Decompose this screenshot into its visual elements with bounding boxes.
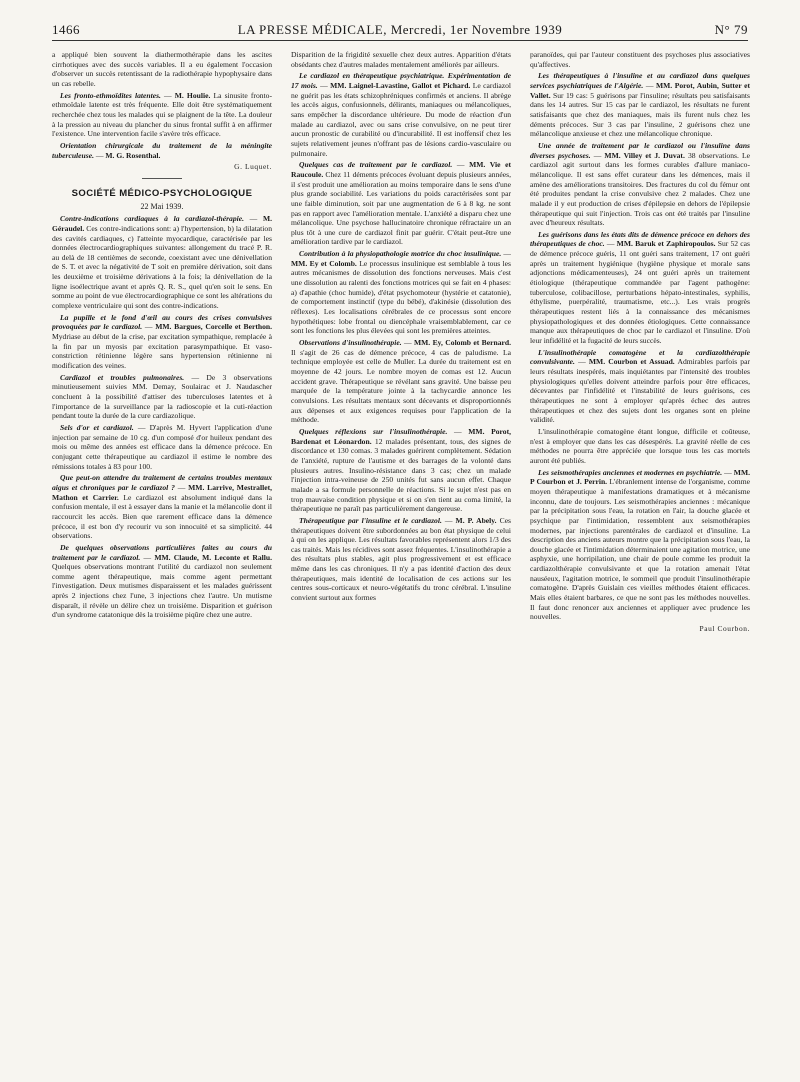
abstract-title: Observations d'insulinothérapie.: [299, 338, 402, 348]
abstract-body: Mydriase au début de la crise, par excitation sympathique, remplacée à la fin par un myosis par excitation parasympathique. Et vaso-constriction rétinienne légère sans hypertension rétinienne ni modification des veines.: [52, 332, 272, 371]
abstract-author: MM. Claude, M. Leconte et Rallu.: [154, 552, 272, 562]
abstract-title: De quelques observations particulières faites au cours du traitement par le cardiazol.: [52, 542, 272, 562]
paragraph: paranoïdes, qui par l'auteur constituent des psychoses plus associatives qu'affectives.: [530, 50, 750, 69]
abstract-author: MM. Courbon et Assuad.: [588, 357, 675, 367]
abstract: Quelques réflexions sur l'insulinothérapie. — MM. Porot, Bardenat et Léonardon. 12 malades présentant, tous, des signes de discordance et 130 comas. 3 malades guérirent complètement. Sédation de l'anxiété, rupture de l'autisme et des barrages de la volonté dans plusieurs autres. Insulino-résistance dans 3 cas; chez un malade l'injection intra-veineuse de 250 unités fut sans aucun effet. Chaque malade a sa formule personnelle de réactions. Si le sujet n'est pas en trop mauvaise condition physique et si on s'en tient au coma limité, la thérapeutique ne paraît pas particulièrement dangereuse.: [291, 426, 511, 514]
abstract: Une année de traitement par le cardiazol ou l'insuline dans diverses psychoses. — MM. Villey et J. Duvat. 38 observations. Le cardiazol agit surtout dans les formes curables d'allure maniaco-mélancolique. Il est sans effet curateur dans les démences, mais il amène des améliorations transitoires. Des fractures du col du fémur ont été produites pendant la crise convulsive chez 2 malades. Chez une malade il y eut production de crises d'épilepsie en dehors de l'épilepsie thérapeutique qui suit l'injection. Trois cas ont été traités par l'insuline avec d'heureux résultats.: [530, 140, 750, 228]
abstract-body: La sinusite fronto-ethmoïdale latente est très fréquente. Elle doit être systématiquement recherchée chez tous les malades qui se plaignent de la tête. La douleur à la pression au niveau du plancher du sinus frontal suffit à en affirmer l'existence. Une intervention facile s'avère très efficace.: [52, 90, 272, 139]
abstract-title: Une année de traitement par le cardiazol ou l'insuline dans diverses psychoses.: [530, 140, 750, 160]
abstract-body: Sur 52 cas de démence précoce guéris, 11 ont guéri sans traitement, 17 ont guéri après un traitement hygiénique (hygiène physique et morale sans adjonctions médicamenteuses), 24 ont guéri après un traitement étiologique (thérapeutique commandée par l'agent pathogène: tuberculose, colibacillose, perturbations hépato-intestinales, syphilis, éthylisme, puerpéralité, traumatisme, etc...). Les vrais progrès thérapeutiques restent liés à la connaissance des mécanismes physiopathologiques et des données étiologiques. Cette connaissance manque aux thérapeutiques de choc par le cardiazol et l'insuline. D'où leur infidélité et la fugacité de leurs succès.: [530, 239, 750, 346]
abstract-author: MM. Larrive, Mestrallet, Mathon et Carrier.: [52, 482, 272, 502]
abstract-body: 12 malades présentant, tous, des signes de discordance et 130 comas. 3 malades guérirent complètement. Sédation de l'anxiété, rupture de l'autisme et des barrages de la volonté dans plusieurs autres. Insulino-résistance dans 3 cas; chez un malade l'injection intra-veineuse de 250 unités fut sans aucun effet. Chaque malade a sa formule personnelle de réactions. Si le sujet n'est pas en trop mauvaise condition physique et si on s'en tient au coma limité, la thérapeutique ne paraît pas particulièrement dangereuse.: [291, 436, 511, 514]
abstract-body: Quelques observations montrant l'utilité du cardiazol non seulement comme agent thérapeutique, mais comme agent permettant l'investigation. Deux mutismes disparaissent et les malades guérissent après 2 injections chez l'une, 3 injections chez l'autre. Un mutisme disparaît, il révèle un délire chez un troisième. Disparition et guérison d'un syndrome catatonique dès la troisième piqûre chez une autre.: [52, 562, 272, 620]
abstract-title: Que peut-on attendre du traitement de certains troubles mentaux aigus et chroniques par le cardiazol ?: [52, 473, 272, 492]
paragraph: L'insulinothérapie comatogène étant longue, difficile et coûteuse, n'est à employer que dans les cas désespérés. La gravité réelle de ces méthodes ne pourra être appréciée que lorsque tous les cas mortels auront été publiés.: [530, 426, 750, 465]
abstract-body: De 3 observations minutieusement suivies MM. Demay, Soulairac et J. Naudascher concluent à la possibilité d'attiser des tuberculoses latentes et à l'importance de la surveillance par la radioscopie et la cuti-réaction pendant toute la durée de la cure cardiazolique.: [52, 372, 272, 421]
column-3: [530, 50, 750, 1072]
issue-number: N° 79: [714, 22, 748, 37]
paragraph: Disparition de la frigidité sexuelle chez deux autres. Apparition d'états obsédants chez d'autres malades mentalement améliorés par ailleurs.: [291, 50, 511, 69]
abstract-title: Quelques cas de traitement par le cardiazol.: [299, 160, 453, 170]
abstract-author: MM. Ey et Colomb.: [291, 258, 357, 268]
abstract-title: Le cardiazol en thérapeutique psychiatrique. Expérimentation de 17 mois.: [291, 71, 511, 90]
section-date: 22 Mai 1939.: [140, 201, 184, 211]
abstract-body: Chez 11 déments précoces évoluant depuis plusieurs années, il s'est produit une amélioration au moins temporaire dans le sens d'une plus grande sociabilité. Les variations du poids caractérisées sont par une faible diminution, soit par une augmentation de 6 à 8 kg. ne sont pas en rapport avec l'amélioration mentale. L'anxiété a disparu chez une mélancolique. Une psychose hallucinatoire chronique réfractaire un an plus tôt à une cure de cardiazol finit par guérir. C'était peut-être une amélioration tardive par le cardiazol.: [291, 169, 511, 247]
abstract-title: Orientation chirurgicale du traitement de la méningite tuberculeuse.: [52, 140, 272, 160]
abstract-title: Contre-indications cardiaques à la cardiazol-thérapie.: [60, 214, 245, 224]
abstract: Que peut-on attendre du traitement de certains troubles mentaux aigus et chroniques par le cardiazol ? — MM. Larrive, Mestrallet, Mathon et Carrier. Le cardiazol est absolument indiqué dans la confusion mentale, il est à essayer dans la manie et la mélancolie dont il raccourcit les accès. Bien que rarement efficace dans la démence précoce, il est bon d'y recourir vu son innocuité et sa simplicité. 44 observations.: [52, 473, 272, 541]
abstract-author: MM. Vie et Raucoule.: [291, 160, 511, 179]
abstract-author: M. G. Rosenthal.: [105, 150, 161, 160]
abstract-author: MM. Bargues, Corcelle et Berthon.: [155, 322, 272, 332]
abstract-author: MM. Porot, Aubin, Sutter et Vallet.: [530, 80, 750, 100]
page-number: 1466: [52, 22, 80, 37]
abstract-body: L'ébranlement intense de l'organisme, comme moyen thérapeutique à manifestations dramatiques et à mécanisme inconnu, date de toujours. Les seismothérapies anciennes : mécanique par la précipitation sous l'eau, la rotation en l'air, la douche glacée et psychique par l'intimidation, ressemblent aux seismothérapies modernes, par injections parentérales de cardiazol et d'insuline. La description des anciens auteurs montre que la précipitation sous l'eau, la douche glacée et l'intimidation déterminaient une agitation motrice, une asphyxie, une horripilation, une chair de poule comme les produit la cardiazolthérapie convulsivante et que la rotation amenait l'état nauséeux, l'agitation motrice, le sommeil que produit l'insulinothérapie comatogène. D'après Guislain ces vieilles méthodes étaient efficaces. Mais elles étaient barbares, ce que ne sont pas les méthodes nouvelles. Il faut donc renoncer aux anciennes et appliquer avec prudence les nouvelles.: [530, 477, 750, 622]
abstract-author: MM. Baruk et Zaphiropoulos.: [616, 239, 716, 249]
abstract-title: Contribution à la physiopathologie motrice du choc insulinique.: [299, 249, 502, 259]
signature: Paul Courbon.: [699, 624, 750, 634]
abstract: Les fronto-ethmoïdites latentes. — M. Houlie. La sinusite fronto-ethmoïdale latente est très fréquente. Elle doit être systématiquement recherchée chez tous les malades qui se plaignent de la tête. La douleur à la pression au niveau du plancher du sinus frontal suffit à en affirmer l'existence. Une intervention facile s'avère très efficace.: [52, 90, 272, 139]
abstract-title: La pupille et le fond d'œil au cours des crises convulsives provoquées par le cardiazol.: [52, 312, 272, 332]
abstract: Les seismothérapies anciennes et modernes en psychiatrie. — MM. P Courbon et J. Perrin. L'ébranlement intense de l'organisme, comme moyen thérapeutique à manifestations dramatiques et à mécanisme inconnu, date de toujours. Les seismothérapies anciennes : mécanique par la précipitation sous l'eau, la rotation en l'air, la douche glacée et psychique par l'intimidation, ressemblent aux seismothérapies modernes, par injections parentérales de cardiazol et d'insuline. La description des anciens auteurs montre que la précipitation sous l'eau, la douche glacée et l'intimidation déterminaient une agitation motrice, une asphyxie, une horripilation, une chair de poule comme les produit la cardiazolthérapie convulsivante et que la rotation amenait l'état nauséeux, l'agitation motrice, le sommeil que produit l'insulinothérapie comatogène. D'après Guislain ces vieilles méthodes étaient efficaces. Mais elles étaient barbares, ce que ne sont pas les méthodes nouvelles. Il faut donc renoncer aux anciennes et appliquer avec prudence les nouvelles.: [530, 467, 750, 622]
abstract-author: MM. P Courbon et J. Perrin.: [530, 467, 750, 487]
abstract-body: Le cardiazol est absolument indiqué dans la confusion mentale, il est à essayer dans la manie et la mélancolie dont il raccourcit les accès. Bien que rarement efficace dans la démence précoce, il est bon d'y recourir vu son innocuité et sa simplicité. 44 observations.: [52, 492, 272, 541]
section-heading: SOCIÉTÉ MÉDICO-PSYCHOLOGIQUE: [71, 187, 253, 199]
abstract: La pupille et le fond d'œil au cours des crises convulsives provoquées par le cardiazol. — MM. Bargues, Corcelle et Berthon. Mydriase au début de la crise, par excitation sympathique, remplacée à la fin par un myosis par excitation parasympathique. Et vaso-constriction rétinienne légère sans hypertension rétinienne ni modification des veines.: [52, 312, 272, 371]
running-header: [52, 22, 748, 41]
abstract-title: Cardiazol et troubles pulmonaires.: [60, 372, 185, 382]
abstract-author: M. Houlie.: [174, 90, 211, 100]
abstract: Contribution à la physiopathologie motrice du choc insulinique. — MM. Ey et Colomb. Le processus insulinique est semblable à tous les autres mécanismes de dissolution des fonctions nerveuses. Mais c'est une dissolution au ralenti des fonctions motrices qui se fait en 4 phases: a) d'apathie (choc humide), d'état psychomoteur (hystérie et catatonie), de comportement instinctif (type du bébé), d'akinésie (dissolution des réflexes). Les localisations cérébrales de ce processus sont encore hypothétiques: lobe frontal ou diencéphale vraisemblablement, car ce sont les fonctions les plus élevées qui sont les premières atteintes.: [291, 249, 511, 336]
abstract-author: MM. Porot, Bardenat et Léonardon.: [291, 426, 511, 446]
abstract-title: Les guérisons dans les états dits de démence précoce en dehors des thérapeutiques de choc.: [530, 229, 750, 249]
abstract-author: MM. Ey, Colomb et Bernard.: [413, 338, 511, 348]
abstract-body: Sur 19 cas: 5 guérisons par l'insuline; résultats peu satisfaisants dans les 14 autres. Sur 15 cas par le cardiazol, les résultats ne furent satisfaisants que chez des maniaques, mais ils furent nuls chez les déments précoces. Sur 3 cas par l'insuline, 2 guérisons chez une mélancolique anxieuse et chez une mélancolique chronique.: [530, 90, 750, 139]
paragraph: a appliqué bien souvent la diathermothérapie dans les ascites cirrhotiques avec des succès variables. Il a eu également l'occasion d'observer un succès retentissant de la radiothérapie hypophysaire dans un cas rebelle.: [52, 50, 272, 88]
abstract-title: Les seismothérapies anciennes et modernes en psychiatrie.: [538, 467, 723, 477]
abstract-body: Ces contre-indications sont: a) l'hypertension, b) la dilatation des cavités cardiaques, c) l'atteinte myocardique, caractérisée par les données électrocardiographiques suivantes: allongement du tracé P. R. au delà de 18 centièmes de seconde, coexistant avec une dénivellation de S. T. et avec la négativité de T soit en première dérivation, soit dans les deuxième et troisième dérivations à la fois; la dénivellation de la ligne isoélectrique avant et après Q. R. S., quel qu'en soit le sens. En somme au point de vue électrocardiographique ce sont les altérations du complexe ventriculaire qui sont des contre-indications.: [52, 223, 272, 311]
abstract-body: Le cardiazol ne guérit pas les états schizophréniques confirmés et anciens. Il abrège les accès aigus, confusionnels, délirants, maniaques ou mélancoliques, sans empêcher la discordance ultérieure. Du mode de réaction d'un malade au cardiazol, avec ou sans crise convulsive, on ne peut tirer aucun pronostic de curabilité ou d'incurabilité. Il est inoffensif chez les sujets relativement jeunes n'offrant pas de lésions cardio-vasculaire ou pulmonaire.: [291, 80, 511, 158]
divider: [142, 178, 182, 179]
abstract-title: L'insulinothérapie comatogène et la cardiazolthérapie convulsivante.: [530, 347, 750, 367]
journal-title: LA PRESSE MÉDICALE, Mercredi, 1er Novembre 1939: [237, 22, 563, 37]
abstract-author: M. Géraudel.: [52, 214, 272, 233]
abstract-body: D'après M. Hyvert l'application d'une injection par semaine de 10 cg. d'un composé d'or huileux pendant des mois ou même des années est efficace dans la démence précoce. En conjugant cette thérapeutique au cardiazol il estime le nombre des rémissions totales à 83 pour 100.: [52, 422, 272, 471]
abstract: Les thérapeutiques à l'insuline et au cardiazol dans quelques services psychiatriques de l'Algérie. — MM. Porot, Aubin, Sutter et Vallet. Sur 19 cas: 5 guérisons par l'insuline; résultats peu satisfaisants dans les 14 autres. Sur 15 cas par le cardiazol, les résultats ne furent satisfaisants que chez des maniaques, mais ils furent nuls chez les déments précoces. Sur 3 cas par l'insuline, 2 guérisons chez une mélancolique anxieuse et chez une mélancolique chronique.: [530, 71, 750, 139]
abstract: Thérapeutique par l'insuline et le cardiazol. — M. P. Abely. Ces thérapeutiques doivent être subordonnées au bon état physique de celui à qui on les applique. Les résultats favorables représentent alors 1/3 des cas traités. Mais les récidives sont assez fréquentes. L'insulinothérapie a des résultats plus stables, agit plus progressivement et est efficace même dans les cas chroniques. Il n'y a pas identité d'action des deux thérapeutiques, mais identité de localisation de ces actions sur les centres sous-corticaux et neuro-végétatifs du tronc cérébral. L'insuline convient surtout aux formes: [291, 515, 511, 603]
abstract: L'insulinothérapie comatogène et la cardiazolthérapie convulsivante. — MM. Courbon et Assuad. Admirables parfois par leurs résultats inespérés, mais inquiétantes par l'intensité des troubles physiologiques qu'elles doivent atteindre parfois pour être efficaces, décevantes par l'infidélité et l'instabilité de leurs guérisons, ces thérapeutiques ne sont à employer qu'après échec des autres thérapeutiques et chez des sujets dont les organes sont en pleine validité.: [530, 347, 750, 425]
abstract-body: Il s'agit de 26 cas de démence précoce, 4 cas de paludisme. La technique employée est celle de Muller. La durée du traitement est en moyenne de 42 jours. Le nombre moyen de comas est 12. Aucun accident grave. Thérapeutique se révélant sans gravité. Une baisse peu marquée de la température jointe à la tachycardie annonce les convulsions. Les résultats mentaux sont décevants et disproportionnés aux dépenses et aux exigences requises pour l'application de la méthode.: [291, 347, 511, 425]
abstract: Les guérisons dans les états dits de démence précoce en dehors des thérapeutiques de choc. — MM. Baruk et Zaphiropoulos. Sur 52 cas de démence précoce guéris, 11 ont guéri sans traitement, 17 ont guéri après un traitement hygiénique (hygiène physique et morale sans adjonctions médicamenteuses), 24 ont guéri après un traitement étiologique (thérapeutique commandée par l'agent pathogène: tuberculose, colibacillose, perturbations hépato-intestinales, syphilis, éthylisme, puerpéralité, traumatisme, etc...). Les vrais progrès thérapeutiques restent liés à la connaissance des mécanismes physiopathologiques et des données étiologiques. Cette connaissance manque aux thérapeutiques de choc par le cardiazol et l'insuline. D'où leur infidélité et la fugacité de leurs succès.: [530, 229, 750, 346]
abstract-body: Le processus insulinique est semblable à tous les autres mécanismes de dissolution des fonctions nerveuses. Mais c'est une dissolution au ralenti des fonctions motrices qui se fait en 4 phases: a) d'apathie (choc humide), d'état psychomoteur (hystérie et catatonie), de comportement instinctif (type du bébé), d'akinésie (dissolution des réflexes). Les localisations cérébrales de ce processus sont encore hypothétiques: lobe frontal ou diencéphale vraisemblablement, car ce sont les fonctions les plus élevées qui sont les premières atteintes.: [291, 258, 511, 336]
abstract-author: M. P. Abely.: [455, 515, 497, 525]
abstract-title: Thérapeutique par l'insuline et le cardiazol.: [299, 515, 442, 525]
column-1: [52, 50, 272, 1072]
abstract-body: Admirables parfois par leurs résultats inespérés, mais inquiétantes par l'intensité des troubles physiologiques qu'elles doivent atteindre parfois pour être efficaces, décevantes par l'infidélité et l'instabilité de leurs guérisons, ces thérapeutiques ne sont à employer qu'après échec des autres thérapeutiques et chez des sujets dont les organes sont en pleine validité.: [530, 357, 750, 425]
abstract-author: MM. Villey et J. Duvat.: [604, 150, 685, 160]
abstract: Observations d'insulinothérapie. — MM. Ey, Colomb et Bernard. Il s'agit de 26 cas de démence précoce, 4 cas de paludisme. La technique employée est celle de Muller. La durée du traitement est en moyenne de 42 jours. Le nombre moyen de comas est 12. Aucun accident grave. Thérapeutique se révélant sans gravité. Une baisse peu marquée de la température jointe à la tachycardie annonce les convulsions. Les résultats mentaux sont décevants et disproportionnés aux dépenses et aux exigences requises pour l'application de la méthode.: [291, 338, 511, 425]
abstract: Sels d'or et cardiazol. — D'après M. Hyvert l'application d'une injection par semaine de 10 cg. d'un composé d'or huileux pendant des mois ou même des années est efficace dans la démence précoce. En conjugant cette thérapeutique au cardiazol il estime le nombre des rémissions totales à 83 pour 100.: [52, 422, 272, 471]
abstract-body: Ces thérapeutiques doivent être subordonnées au bon état physique de celui à qui on les applique. Les résultats favorables représentent alors 1/3 des cas traités. Mais les récidives sont assez fréquentes. L'insulinothérapie a des résultats plus stables, agit plus progressivement et est efficace même dans les cas chroniques. Il n'y a pas identité d'action des deux thérapeutiques, mais identité de localisation de ces actions sur les centres sous-corticaux et neuro-végétatifs du tronc cérébral. L'insuline convient surtout aux formes: [291, 515, 511, 603]
column-2: [291, 50, 511, 1072]
signature: G. Luquet.: [234, 162, 272, 172]
abstract: De quelques observations particulières faites au cours du traitement par le cardiazol. — MM. Claude, M. Leconte et Rallu. Quelques observations montrant l'utilité du cardiazol non seulement comme agent thérapeutique, mais comme agent permettant l'investigation. Deux mutismes disparaissent et les malades guérissent après 2 injections chez l'une, 3 injections chez l'autre. Un mutisme disparaît, il révèle un délire chez un troisième. Disparition et guérison d'un syndrome catatonique dès la troisième piqûre chez une autre.: [52, 542, 272, 620]
abstract: Le cardiazol en thérapeutique psychiatrique. Expérimentation de 17 mois. — MM. Laignel-Lavastine, Gallot et Pichard. Le cardiazol ne guérit pas les états schizophréniques confirmés et anciens. Il abrège les accès aigus, confusionnels, délirants, maniaques ou mélancoliques, sans empêcher la discordance ultérieure. Du mode de réaction d'un malade au cardiazol, avec ou sans crise convulsive, on ne peut tirer aucun pronostic de curabilité ou d'incurabilité. Il est inoffensif chez les sujets relativement jeunes n'offrant pas de lésions cardio-vasculaire ou pulmonaire.: [291, 71, 511, 158]
abstract: Cardiazol et troubles pulmonaires. — De 3 observations minutieusement suivies MM. Demay, Soulairac et J. Naudascher concluent à la possibilité d'attiser des tuberculoses latentes et à l'importance de la surveillance par la radioscopie et la cuti-réaction pendant toute la durée de la cure cardiazolique.: [52, 372, 272, 421]
abstract-title: Les thérapeutiques à l'insuline et au cardiazol dans quelques services psychiatriques de l'Algérie.: [530, 71, 750, 90]
abstract-title: Quelques réflexions sur l'insulinothérapie.: [299, 426, 448, 436]
abstract: Orientation chirurgicale du traitement de la méningite tuberculeuse. — M. G. Rosenthal.: [52, 140, 272, 160]
abstract-author: MM. Laignel-Lavastine, Gallot et Pichard.: [330, 80, 471, 90]
abstract: Quelques cas de traitement par le cardiazol. — MM. Vie et Raucoule. Chez 11 déments précoces évoluant depuis plusieurs années, il s'est produit une amélioration au moins temporaire dans le sens d'une plus grande sociabilité. Les variations du poids caractérisées sont par une faible diminution, soit par une augmentation de 6 à 8 kg. ne sont pas en rapport avec l'amélioration mentale. L'anxiété a disparu chez une mélancolique. Une psychose hallucinatoire chronique réfractaire un an plus tôt à une cure de cardiazol finit par guérir. C'était peut-être une amélioration tardive par le cardiazol.: [291, 160, 511, 247]
abstract-title: Les fronto-ethmoïdites latentes.: [60, 90, 161, 100]
abstract-body: 38 observations. Le cardiazol agit surtout dans les formes curables d'allure maniaco-mélancolique. Il est sans effet curateur dans les démences, mais il amène des améliorations transitoires. Des fractures du col du fémur ont été produites pendant la crise convulsive chez 2 malades. Chez une malade il y eut production de crises d'épilepsie en dehors de l'épilepsie thérapeutique qui suit l'injection. Trois cas ont été traités par l'insuline avec d'heureux résultats.: [530, 150, 750, 228]
abstract: Contre-indications cardiaques à la cardiazol-thérapie. — M. Géraudel. Ces contre-indications sont: a) l'hypertension, b) la dilatation des cavités cardiaques, c) l'atteinte myocardique, caractérisée par les données électrocardiographiques suivantes: allongement du tracé P. R. au delà de 18 centièmes de seconde, coexistant avec une dénivellation de S. T. et avec la négativité de T soit en première dérivation, soit dans les deuxième et troisième dérivations à la fois; la dénivellation de la ligne isoélectrique avant et après Q. R. S., quel qu'en soit le sens. En somme au point de vue électrocardiographique ce sont les altérations du complexe ventriculaire qui sont des contre-indications.: [52, 214, 272, 311]
abstract-title: Sels d'or et cardiazol.: [60, 422, 134, 432]
